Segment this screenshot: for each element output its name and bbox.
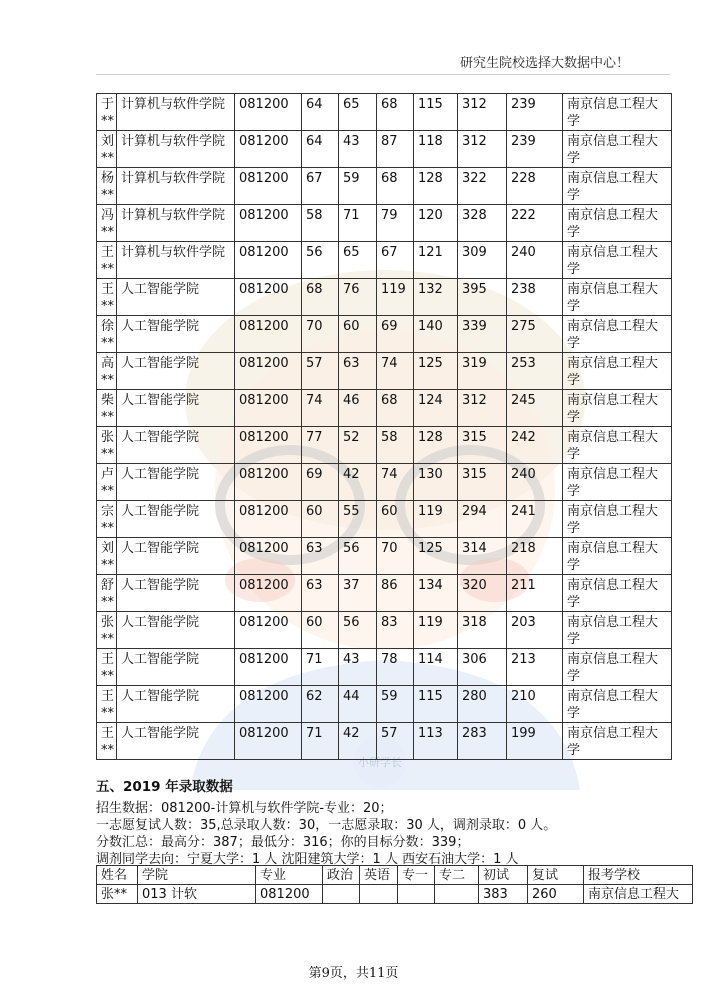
major2-cell: 124: [414, 390, 458, 427]
major-code-cell: 081200: [235, 686, 302, 723]
college-cell: 计算机与软件学院: [117, 205, 235, 242]
retest-score-cell: 203: [507, 612, 563, 649]
school-cell: 南京信息工程大学: [563, 575, 672, 612]
major2-cell: 125: [414, 353, 458, 390]
english-cell: 60: [339, 316, 377, 353]
summary-data-row: [97, 885, 693, 904]
college-cell: 人工智能学院: [117, 612, 235, 649]
initial-score-cell: 312: [458, 131, 507, 168]
school-cell: 南京信息工程大学: [563, 686, 672, 723]
college-cell: 人工智能学院: [117, 316, 235, 353]
retest-score-cell: 213: [507, 649, 563, 686]
english-cell: 43: [339, 649, 377, 686]
retest-score-cell: 253: [507, 353, 563, 390]
major1-cell: 74: [377, 464, 414, 501]
major1-cell: 68: [377, 94, 414, 131]
name-cell: 杨**: [97, 168, 117, 205]
english-cell: 65: [339, 242, 377, 279]
major2-cell: 115: [414, 94, 458, 131]
summary-header-cell: 专业: [256, 866, 323, 885]
retest-score-cell: 228: [507, 168, 563, 205]
page-footer: 第9页，共11页: [308, 966, 399, 981]
major2-cell: 128: [414, 427, 458, 464]
initial-score-cell: 320: [458, 575, 507, 612]
admission-table: [96, 93, 672, 760]
politics-cell: 67: [302, 168, 339, 205]
english-cell: 46: [339, 390, 377, 427]
table-row: [97, 94, 672, 131]
major-code-cell: 081200: [235, 131, 302, 168]
retest-info: 一志愿复试人数：35,总录取人数：30，一志愿录取：30 人，调剂录取：0 人。: [96, 818, 557, 833]
name-cell: 宗**: [97, 501, 117, 538]
table-row: [97, 464, 672, 501]
english-cell: 55: [339, 501, 377, 538]
name-cell: 刘**: [97, 131, 117, 168]
summary-cell: 南京信息工程大: [584, 885, 693, 904]
name-cell: 徐**: [97, 316, 117, 353]
major-code-cell: 081200: [235, 538, 302, 575]
name-cell: 高**: [97, 353, 117, 390]
college-cell: 人工智能学院: [117, 464, 235, 501]
major1-cell: 86: [377, 575, 414, 612]
table-row: [97, 501, 672, 538]
summary-header-cell: 英语: [360, 866, 398, 885]
school-cell: 南京信息工程大学: [563, 723, 672, 760]
summary-cell: [435, 885, 479, 904]
politics-cell: 60: [302, 501, 339, 538]
initial-score-cell: 315: [458, 427, 507, 464]
retest-score-cell: 239: [507, 131, 563, 168]
school-cell: 南京信息工程大学: [563, 538, 672, 575]
initial-score-cell: 283: [458, 723, 507, 760]
table-row: [97, 353, 672, 390]
major2-cell: 115: [414, 686, 458, 723]
summary-header-cell: 专一: [398, 866, 435, 885]
school-cell: 南京信息工程大学: [563, 316, 672, 353]
summary-cell: 013 计软: [138, 885, 256, 904]
politics-cell: 69: [302, 464, 339, 501]
retest-score-cell: 218: [507, 538, 563, 575]
transfer-info: 调剂同学去向：宁夏大学：1 人 沈阳建筑大学：1 人 西安石油大学：1 人: [96, 852, 519, 867]
summary-cell: 081200: [256, 885, 323, 904]
major1-cell: 69: [377, 316, 414, 353]
major-code-cell: 081200: [235, 205, 302, 242]
initial-score-cell: 306: [458, 649, 507, 686]
name-cell: 王**: [97, 723, 117, 760]
major-code-cell: 081200: [235, 390, 302, 427]
major2-cell: 134: [414, 575, 458, 612]
college-cell: 人工智能学院: [117, 353, 235, 390]
english-cell: 56: [339, 612, 377, 649]
retest-score-cell: 242: [507, 427, 563, 464]
major1-cell: 70: [377, 538, 414, 575]
politics-cell: 64: [302, 131, 339, 168]
politics-cell: 56: [302, 242, 339, 279]
name-cell: 王**: [97, 242, 117, 279]
major2-cell: 114: [414, 649, 458, 686]
retest-score-cell: 199: [507, 723, 563, 760]
initial-score-cell: 280: [458, 686, 507, 723]
major-code-cell: 081200: [235, 723, 302, 760]
table-row: [97, 686, 672, 723]
name-cell: 柴**: [97, 390, 117, 427]
summary-header-cell: 报考学校: [584, 866, 693, 885]
college-cell: 计算机与软件学院: [117, 168, 235, 205]
college-cell: 人工智能学院: [117, 538, 235, 575]
major2-cell: 119: [414, 501, 458, 538]
initial-score-cell: 315: [458, 464, 507, 501]
initial-score-cell: 395: [458, 279, 507, 316]
school-cell: 南京信息工程大学: [563, 279, 672, 316]
major2-cell: 113: [414, 723, 458, 760]
name-cell: 王**: [97, 279, 117, 316]
initial-score-cell: 322: [458, 168, 507, 205]
college-cell: 计算机与软件学院: [117, 131, 235, 168]
english-cell: 59: [339, 168, 377, 205]
english-cell: 42: [339, 723, 377, 760]
politics-cell: 63: [302, 575, 339, 612]
summary-header-cell: 姓名: [97, 866, 138, 885]
initial-score-cell: 314: [458, 538, 507, 575]
table-row: [97, 205, 672, 242]
name-cell: 冯**: [97, 205, 117, 242]
table-row: [97, 427, 672, 464]
politics-cell: 68: [302, 279, 339, 316]
politics-cell: 62: [302, 686, 339, 723]
table-row: [97, 279, 672, 316]
summary-cell: 张**: [97, 885, 138, 904]
college-cell: 人工智能学院: [117, 501, 235, 538]
major-code-cell: 081200: [235, 501, 302, 538]
major-code-cell: 081200: [235, 353, 302, 390]
major1-cell: 78: [377, 649, 414, 686]
major-code-cell: 081200: [235, 464, 302, 501]
summary-cell: [323, 885, 360, 904]
politics-cell: 63: [302, 538, 339, 575]
college-cell: 计算机与软件学院: [117, 242, 235, 279]
summary-header-cell: 政治: [323, 866, 360, 885]
initial-score-cell: 318: [458, 612, 507, 649]
major1-cell: 68: [377, 168, 414, 205]
major-code-cell: 081200: [235, 649, 302, 686]
english-cell: 71: [339, 205, 377, 242]
school-cell: 南京信息工程大学: [563, 612, 672, 649]
table-row: [97, 131, 672, 168]
english-cell: 65: [339, 94, 377, 131]
table-row: [97, 242, 672, 279]
school-cell: 南京信息工程大学: [563, 501, 672, 538]
retest-score-cell: 245: [507, 390, 563, 427]
name-cell: 张**: [97, 427, 117, 464]
summary-header-cell: 专二: [435, 866, 479, 885]
summary-cell: 260: [528, 885, 584, 904]
politics-cell: 64: [302, 94, 339, 131]
table-row: [97, 390, 672, 427]
college-cell: 人工智能学院: [117, 686, 235, 723]
school-cell: 南京信息工程大学: [563, 427, 672, 464]
politics-cell: 71: [302, 649, 339, 686]
major1-cell: 87: [377, 131, 414, 168]
table-row: [97, 168, 672, 205]
retest-score-cell: 241: [507, 501, 563, 538]
school-cell: 南京信息工程大学: [563, 464, 672, 501]
college-cell: 人工智能学院: [117, 649, 235, 686]
english-cell: 44: [339, 686, 377, 723]
summary-header-cell: 复试: [528, 866, 584, 885]
major1-cell: 68: [377, 390, 414, 427]
politics-cell: 71: [302, 723, 339, 760]
name-cell: 王**: [97, 649, 117, 686]
major2-cell: 121: [414, 242, 458, 279]
initial-score-cell: 294: [458, 501, 507, 538]
summary-header-row: [97, 866, 693, 885]
major1-cell: 79: [377, 205, 414, 242]
politics-cell: 77: [302, 427, 339, 464]
english-cell: 56: [339, 538, 377, 575]
initial-score-cell: 312: [458, 390, 507, 427]
major2-cell: 118: [414, 131, 458, 168]
name-cell: 刘**: [97, 538, 117, 575]
english-cell: 43: [339, 131, 377, 168]
section-title: 五、2019 年录取数据: [96, 779, 233, 795]
school-cell: 南京信息工程大学: [563, 353, 672, 390]
major2-cell: 120: [414, 205, 458, 242]
table-row: [97, 538, 672, 575]
college-cell: 人工智能学院: [117, 427, 235, 464]
major-code-cell: 081200: [235, 168, 302, 205]
school-cell: 南京信息工程大学: [563, 131, 672, 168]
initial-score-cell: 312: [458, 94, 507, 131]
major2-cell: 130: [414, 464, 458, 501]
major-code-cell: 081200: [235, 575, 302, 612]
school-cell: 南京信息工程大学: [563, 390, 672, 427]
retest-score-cell: 240: [507, 242, 563, 279]
major1-cell: 59: [377, 686, 414, 723]
enrollment-info: 招生数据：081200-计算机与软件学院-专业：20；: [96, 801, 393, 816]
major2-cell: 128: [414, 168, 458, 205]
politics-cell: 60: [302, 612, 339, 649]
major-code-cell: 081200: [235, 427, 302, 464]
retest-score-cell: 240: [507, 464, 563, 501]
name-cell: 张**: [97, 612, 117, 649]
major-code-cell: 081200: [235, 94, 302, 131]
table-row: [97, 612, 672, 649]
name-cell: 舒**: [97, 575, 117, 612]
major1-cell: 58: [377, 427, 414, 464]
name-cell: 于**: [97, 94, 117, 131]
major1-cell: 57: [377, 723, 414, 760]
retest-score-cell: 275: [507, 316, 563, 353]
school-cell: 南京信息工程大学: [563, 242, 672, 279]
college-cell: 人工智能学院: [117, 279, 235, 316]
major-code-cell: 081200: [235, 279, 302, 316]
college-cell: 人工智能学院: [117, 390, 235, 427]
college-cell: 计算机与软件学院: [117, 94, 235, 131]
major1-cell: 83: [377, 612, 414, 649]
initial-score-cell: 319: [458, 353, 507, 390]
table-row: [97, 649, 672, 686]
initial-score-cell: 339: [458, 316, 507, 353]
summary-header-cell: 学院: [138, 866, 256, 885]
major2-cell: 125: [414, 538, 458, 575]
major-code-cell: 081200: [235, 242, 302, 279]
school-cell: 南京信息工程大学: [563, 649, 672, 686]
retest-score-cell: 222: [507, 205, 563, 242]
major2-cell: 132: [414, 279, 458, 316]
politics-cell: 58: [302, 205, 339, 242]
summary-cell: [398, 885, 435, 904]
retest-score-cell: 210: [507, 686, 563, 723]
watermark-label: 小研学长: [358, 756, 402, 769]
major2-cell: 119: [414, 612, 458, 649]
major-code-cell: 081200: [235, 612, 302, 649]
retest-score-cell: 211: [507, 575, 563, 612]
summary-cell: 383: [479, 885, 528, 904]
table-row: [97, 723, 672, 760]
major1-cell: 60: [377, 501, 414, 538]
politics-cell: 57: [302, 353, 339, 390]
initial-score-cell: 328: [458, 205, 507, 242]
politics-cell: 70: [302, 316, 339, 353]
english-cell: 76: [339, 279, 377, 316]
english-cell: 52: [339, 427, 377, 464]
major2-cell: 140: [414, 316, 458, 353]
english-cell: 63: [339, 353, 377, 390]
college-cell: 人工智能学院: [117, 723, 235, 760]
english-cell: 37: [339, 575, 377, 612]
major1-cell: 74: [377, 353, 414, 390]
initial-score-cell: 309: [458, 242, 507, 279]
summary-header-cell: 初试: [479, 866, 528, 885]
header-divider: [96, 74, 670, 75]
retest-score-cell: 238: [507, 279, 563, 316]
table-row: [97, 316, 672, 353]
page-header: 研究生院校选择大数据中心！: [459, 56, 629, 71]
college-cell: 人工智能学院: [117, 575, 235, 612]
school-cell: 南京信息工程大学: [563, 168, 672, 205]
school-cell: 南京信息工程大学: [563, 94, 672, 131]
school-cell: 南京信息工程大学: [563, 205, 672, 242]
major-code-cell: 081200: [235, 316, 302, 353]
admission-table-body: [97, 94, 672, 760]
score-summary: 分数汇总：最高分：387；最低分：316；你的目标分数：339；: [96, 835, 470, 850]
english-cell: 42: [339, 464, 377, 501]
retest-score-cell: 239: [507, 94, 563, 131]
summary-cell: [360, 885, 398, 904]
name-cell: 卢**: [97, 464, 117, 501]
major1-cell: 119: [377, 279, 414, 316]
name-cell: 王**: [97, 686, 117, 723]
politics-cell: 74: [302, 390, 339, 427]
major1-cell: 67: [377, 242, 414, 279]
table-row: [97, 575, 672, 612]
summary-table: [96, 865, 693, 904]
